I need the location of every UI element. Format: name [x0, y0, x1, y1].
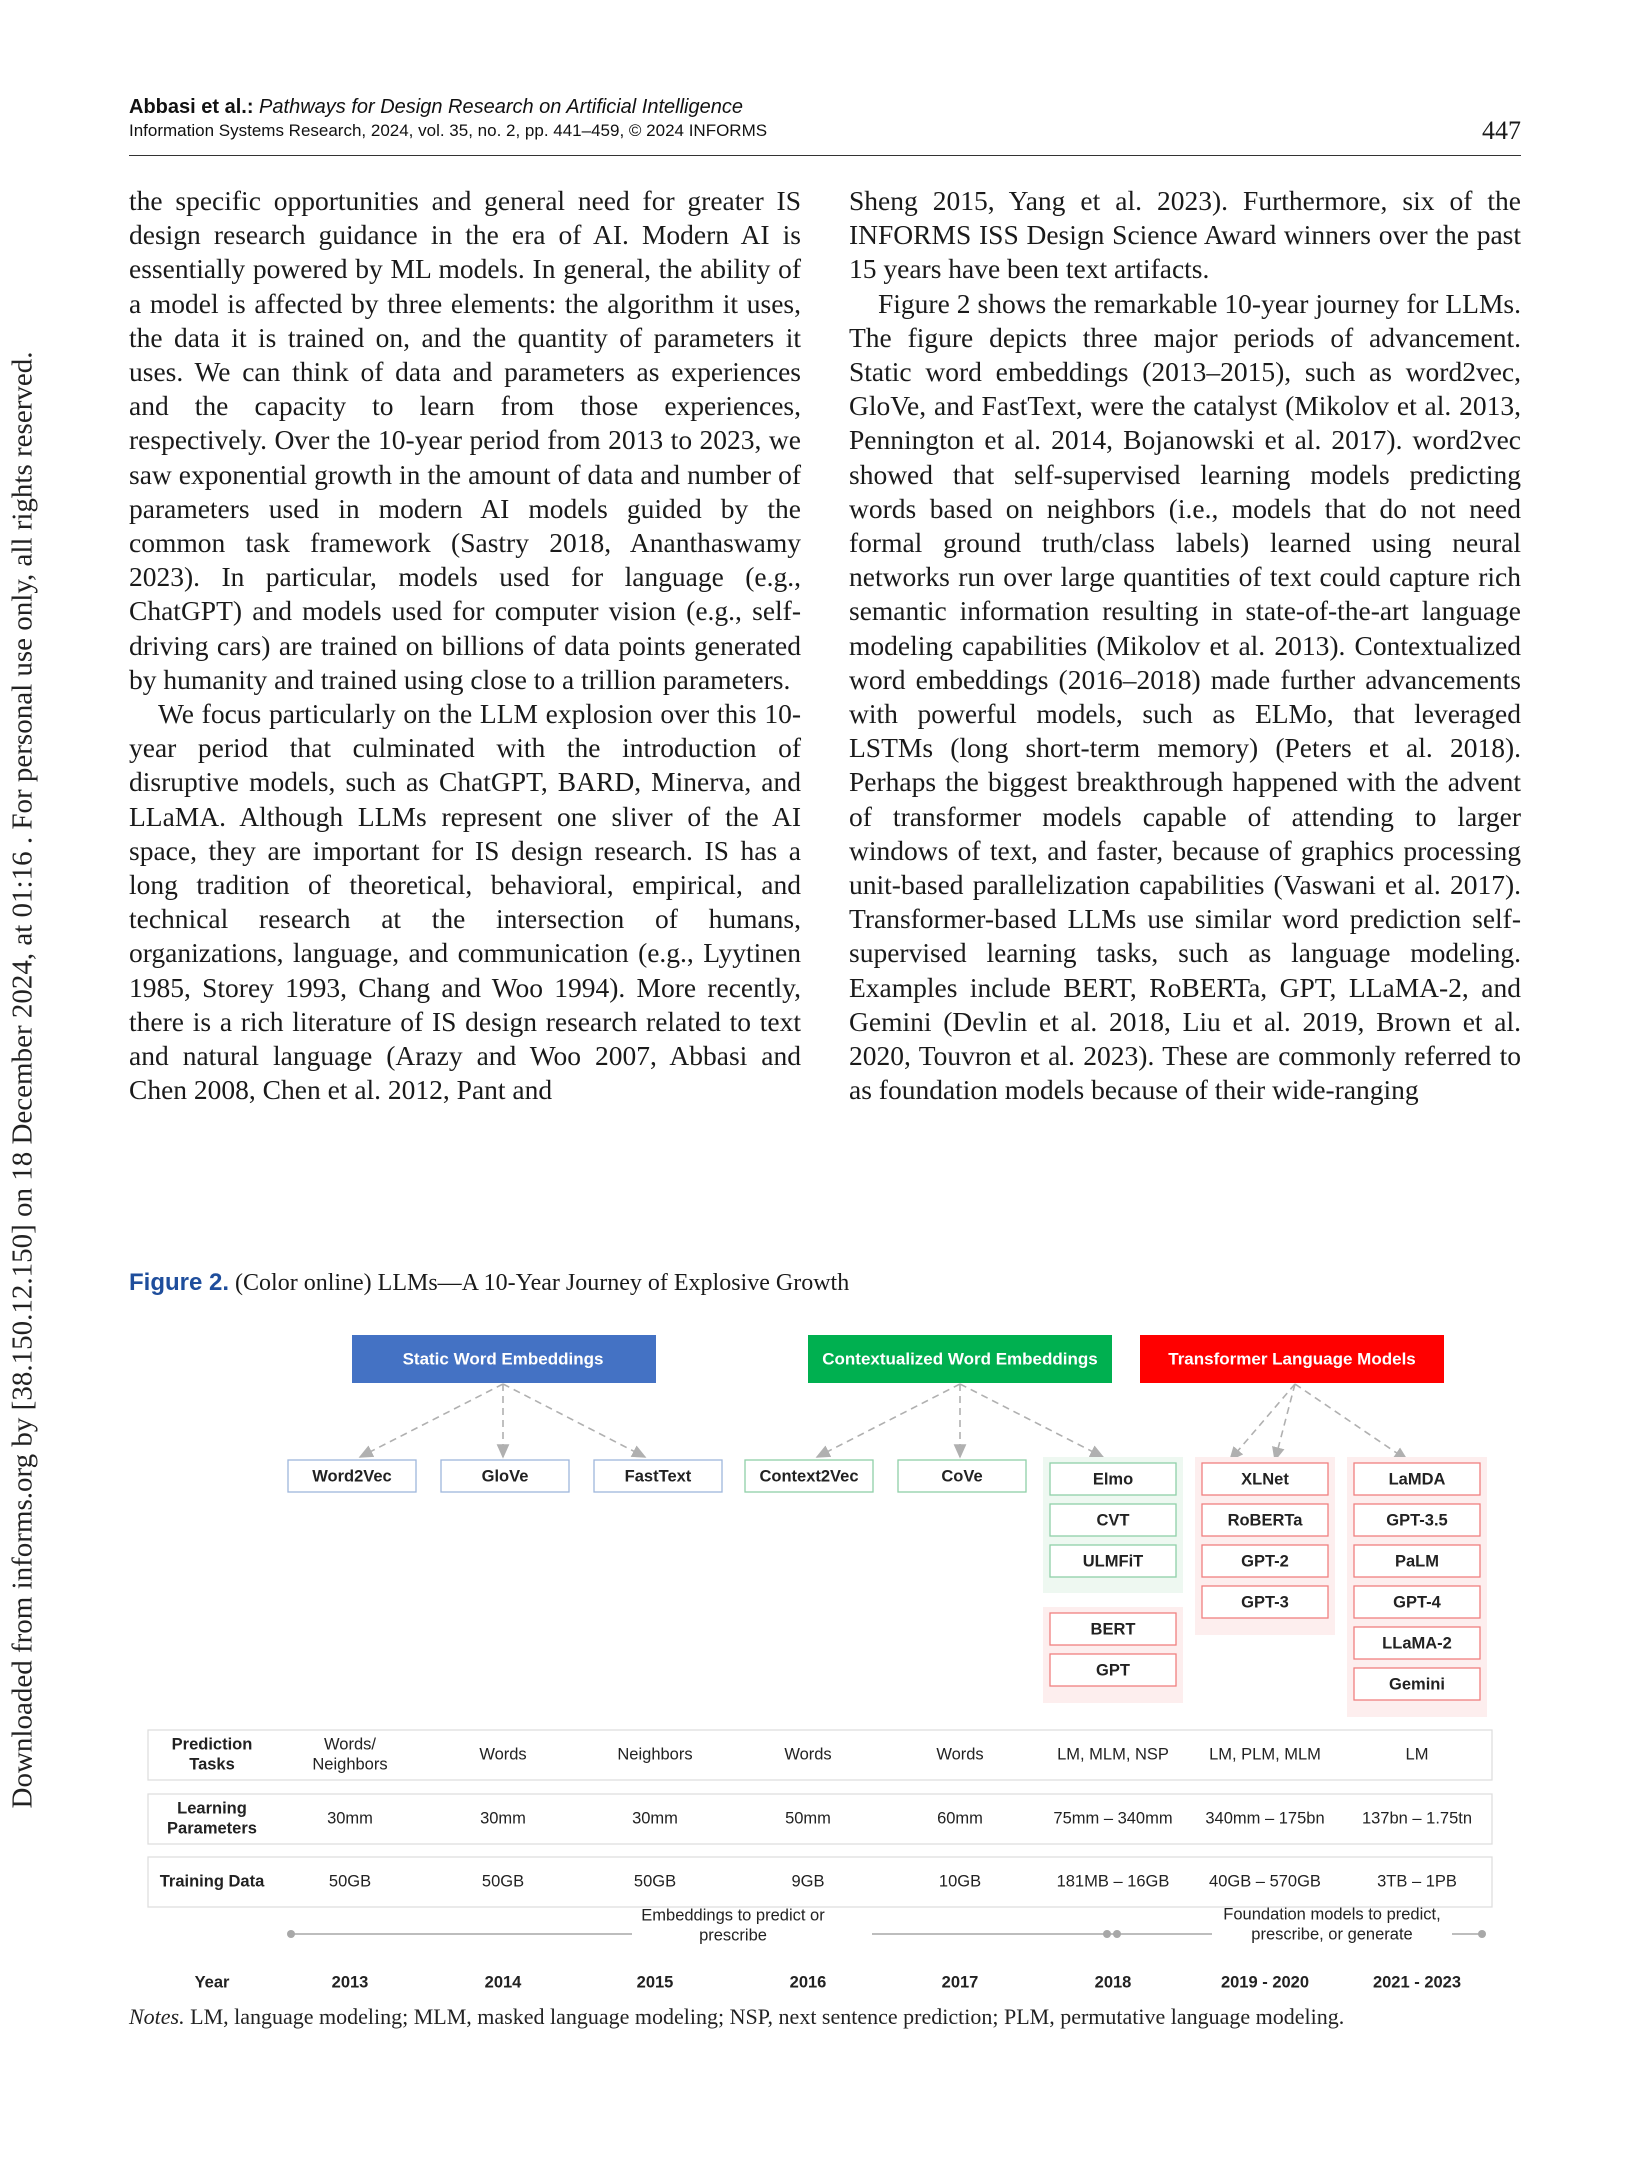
row-label: Tasks: [189, 1755, 235, 1774]
paragraph: Figure 2 shows the remarkable 10-year journey for LLMs. The figure depicts three major periods of advancement. Static word embeddings (2013–2015), such as word2vec, GloVe, and FastText, were the catalyst (Mikolov et al. 2013, Pennington et al. 2014, Bojanowski et al. 2017). word2vec showed that self-supervised learning models predicting words based on neighbors (i.e., models that do not need formal ground truth/class labels) learned using neural networks run over large quantities of text could capture rich semantic information resulting in state-of-the-art language modeling capabilities (Mikolov et al. 2013). Contextualized word embeddings (2016–2018) made further advancements with powerful models, such as ELMo, that leveraged LSTMs (long short-term memory) (Peters et al. 2018). Perhaps the biggest breakthrough happened with the advent of transformer models capable of attending to larger windows of text, and faster, because of graphics processing unit-based parallelization capabilities (Vaswani et al. 2017). Transformer-based LLMs use similar word prediction self-supervised learning tasks, such as language modeling. Examples include BERT, RoBERTa, GPT, LLaMA-2, and Gemini (Devlin et al. 2018, Liu et al. 2019, Brown et al. 2020, Touvron et al. 2023). These are commonly referred to as foundation models because of their wide-ranging: [849, 287, 1521, 1106]
table-cell: 9GB: [791, 1872, 825, 1891]
table-cell: LM: [1405, 1745, 1429, 1764]
year-label: 2017: [941, 1973, 979, 1992]
model-label: Elmo: [1092, 1470, 1134, 1489]
timeline-dot: [1478, 1930, 1486, 1938]
table-cell: 40GB – 570GB: [1209, 1872, 1321, 1891]
dashed-arrow: [1295, 1384, 1407, 1460]
row-label: Training Data: [159, 1872, 265, 1891]
table-cell: Words/: [324, 1735, 376, 1754]
year-axis-label: Year: [194, 1973, 230, 1992]
table-cell: 340mm – 175bn: [1205, 1809, 1325, 1828]
header-line-1: [129, 96, 1521, 119]
row-label: Learning: [177, 1799, 247, 1818]
dashed-arrow: [503, 1384, 645, 1457]
table-cell: 60mm: [937, 1809, 983, 1828]
model-label: ULMFiT: [1082, 1552, 1144, 1571]
model-label: LLaMA-2: [1382, 1634, 1452, 1653]
model-label: GPT-4: [1393, 1593, 1441, 1612]
page-number: 447: [1482, 116, 1521, 145]
header-rule: [129, 155, 1521, 156]
year-label: 2015: [636, 1973, 674, 1992]
model-label: CVT: [1096, 1511, 1130, 1530]
table-cell: LM, MLM, NSP: [1057, 1745, 1169, 1764]
paragraph: the specific opportunities and general need for greater IS design research guidance in the era of AI. Modern AI is essentially powered by ML models. In general, the ability of a model is affected by three elements: the algorithm it uses, the data it is trained on, and the quantity of parameters it uses. We can think of data and parameters as experiences and the capacity to learn from those experiences, respectively. Over the 10-year period from 2013 to 2023, we saw exponential growth in the amount of data and number of parameters used in modern AI models guided by the common task framework (Sastry 2018, Ananthaswamy 2023). In particular, models used for language (e.g., ChatGPT) and models used for computer vision (e.g., self-driving cars) are trained on billions of data points generated by humanity and trained using close to a trillion parameters.: [129, 185, 801, 695]
paragraph: We focus particularly on the LLM explosion over this 10-year period that culminated with the introduction of disruptive models, such as ChatGPT, BARD, Minerva, and LLaMA. Although LLMs represent one sliver of the AI space, they are important for IS design research. IS has a long tradition of theoretical, behavioral, empirical, and technical research at the intersection of humans, organizations, language, and communication (e.g., Lyytinen 1985, Storey 1993, Chang and Woo 1994). More recently, there is a rich literature of IS design research related to text and natural language (Arazy and Woo 2007, Abbasi and Chen 2008, Chen et al. 2012, Pant and: [129, 698, 801, 1106]
download-watermark-text: Downloaded from informs.org by [38.150.12.150] on 18 December 2024, at 01:16 . For personal use only, all rights reserved.: [6, 351, 39, 1809]
model-label: GPT: [1096, 1661, 1130, 1680]
row-label: Prediction: [171, 1735, 253, 1754]
right-column: [849, 184, 1521, 1107]
table-cell: Neighbors: [617, 1745, 693, 1764]
year-label: 2018: [1094, 1973, 1132, 1992]
timeline-dot: [1113, 1930, 1121, 1938]
figure-notes: [129, 2004, 1344, 2030]
timeline-dot: [1103, 1930, 1111, 1938]
model-label: CoVe: [941, 1467, 983, 1486]
model-label: PaLM: [1394, 1552, 1440, 1571]
row-label: Parameters: [167, 1819, 257, 1838]
timeline-label: prescribe: [699, 1926, 767, 1945]
table-cell: Words: [479, 1745, 527, 1764]
table-cell: Neighbors: [312, 1755, 388, 1774]
category-header-label: Contextualized Word Embeddings: [822, 1349, 1098, 1369]
left-column: [129, 184, 801, 1107]
model-label: Word2Vec: [312, 1467, 392, 1486]
table-cell: 75mm – 340mm: [1053, 1809, 1173, 1828]
model-label: GPT-2: [1241, 1552, 1289, 1571]
category-header-label: Static Word Embeddings: [402, 1349, 604, 1369]
figure-label: Figure 2.: [129, 1269, 230, 1296]
table-cell: 50GB: [481, 1872, 525, 1891]
table-cell: 10GB: [938, 1872, 982, 1891]
model-label: FastText: [624, 1467, 692, 1486]
table-cell: LM, PLM, MLM: [1209, 1745, 1321, 1764]
figure-caption-text: (Color online) LLMs—A 10-Year Journey of Explosive Growth: [235, 1270, 850, 1296]
notes-label: Notes.: [129, 2004, 185, 2029]
model-label: Context2Vec: [759, 1467, 859, 1486]
header-authors: Abbasi et al.:: [129, 96, 254, 118]
model-label: GloVe: [481, 1467, 529, 1486]
table-cell: 30mm: [480, 1809, 526, 1828]
model-label: XLNet: [1241, 1470, 1289, 1489]
year-label: 2019 - 2020: [1220, 1973, 1310, 1992]
header-title: Pathways for Design Research on Artificial Intelligence: [259, 96, 743, 118]
year-label: 2014: [484, 1973, 522, 1992]
table-cell: 3TB – 1PB: [1377, 1872, 1457, 1891]
dashed-arrow: [960, 1384, 1103, 1457]
figure-caption: [129, 1269, 849, 1297]
table-cell: Words: [936, 1745, 984, 1764]
timeline-label: Foundation models to predict,: [1223, 1905, 1441, 1924]
model-label: LaMDA: [1388, 1470, 1446, 1489]
running-header: [129, 96, 1521, 145]
table-cell: 50GB: [328, 1872, 372, 1891]
model-label: GPT-3: [1241, 1593, 1289, 1612]
download-watermark: [2, 0, 44, 2175]
model-label: RoBERTa: [1227, 1511, 1303, 1530]
table-cell: 181MB – 16GB: [1056, 1872, 1170, 1891]
table-cell: 50GB: [633, 1872, 677, 1891]
timeline-dot: [287, 1930, 295, 1938]
year-label: 2016: [789, 1973, 827, 1992]
llm-timeline-figure: [145, 1320, 1495, 2000]
year-label: 2013: [331, 1973, 369, 1992]
year-label: 2021 - 2023: [1372, 1973, 1462, 1992]
timeline-label: Embeddings to predict or: [641, 1906, 825, 1925]
table-cell: 50mm: [785, 1809, 831, 1828]
dashed-arrow: [817, 1384, 960, 1457]
paragraph: Sheng 2015, Yang et al. 2023). Furthermore, six of the INFORMS ISS Design Science Award winners over the past 15 years have been text artifacts.: [849, 185, 1521, 285]
table-cell: 30mm: [632, 1809, 678, 1828]
table-cell: 30mm: [327, 1809, 373, 1828]
model-label: Gemini: [1389, 1675, 1445, 1694]
table-cell: Words: [784, 1745, 832, 1764]
category-header-label: Transformer Language Models: [1168, 1349, 1416, 1369]
header-journal: Information Systems Research, 2024, vol. 35, no. 2, pp. 441–459, © 2024 INFORMS: [129, 121, 768, 140]
timeline-label: prescribe, or generate: [1251, 1925, 1413, 1944]
table-cell: 137bn – 1.75tn: [1361, 1809, 1473, 1828]
model-label: BERT: [1090, 1620, 1136, 1639]
model-label: GPT-3.5: [1386, 1511, 1448, 1530]
dashed-arrow: [360, 1384, 503, 1457]
notes-text: LM, language modeling; MLM, masked language modeling; NSP, next sentence prediction; PLM, permutative language modeling.: [190, 2004, 1345, 2029]
